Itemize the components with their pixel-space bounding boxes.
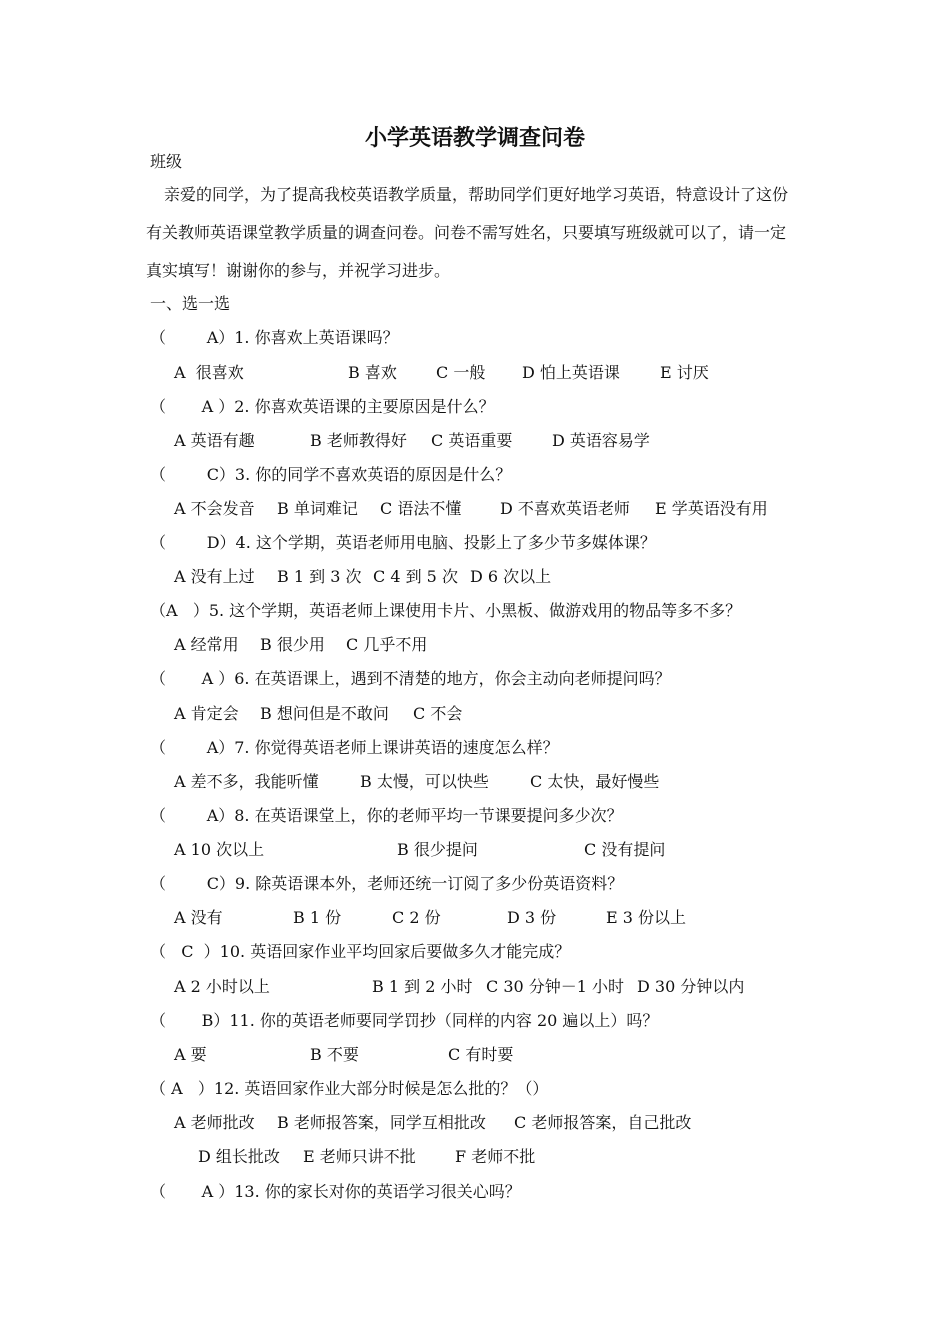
page-title: 小学英语教学调查问卷 <box>364 125 585 151</box>
q12-option-c: C 老师报答案，自己批改 <box>514 1113 692 1132</box>
q9-option-a: A 没有 <box>174 908 223 927</box>
q7-option-b: B 太慢，可以快些 <box>360 772 489 791</box>
question-11: （ B）11. 你的英语老师要同学罚抄（同样的内容 20 遍以上）吗？ <box>150 1011 659 1030</box>
section-heading: 一、选一选 <box>150 294 231 313</box>
q1-option-b: B 喜欢 <box>348 363 397 382</box>
q11-option-a: A 要 <box>174 1045 207 1064</box>
q8-option-c: C 没有提问 <box>584 840 666 859</box>
q4-option-c: C 4 到 5 次 <box>373 567 458 586</box>
q4-option-b: B 1 到 3 次 <box>277 567 362 586</box>
question-12: （ A ）12. 英语回家作业大部分时候是怎么批的？（） <box>150 1079 549 1098</box>
question-8: （ A）8. 在英语课堂上，你的老师平均一节课要提问多少次？ <box>150 806 623 825</box>
question-3: （ C）3. 你的同学不喜欢英语的原因是什么？ <box>150 465 512 484</box>
q3-option-a: A 不会发音 <box>174 499 255 518</box>
q8-option-b: B 很少提问 <box>397 840 478 859</box>
question-1: （ A）1. 你喜欢上英语课吗？ <box>150 328 399 347</box>
q1-option-e: E 讨厌 <box>660 363 709 382</box>
q2-option-d: D 英语容易学 <box>552 431 650 450</box>
q12-option-a: A 老师批改 <box>174 1113 255 1132</box>
q9-option-b: B 1 份 <box>293 908 342 927</box>
q3-option-d: D 不喜欢英语老师 <box>500 499 630 518</box>
q7-option-a: A 差不多，我能听懂 <box>174 772 319 791</box>
question-9: （ C）9. 除英语课本外，老师还统一订阅了多少份英语资料？ <box>150 874 624 893</box>
q6-option-a: A 肯定会 <box>174 704 239 723</box>
q2-option-b: B 老师教得好 <box>310 431 407 450</box>
intro-line-1: 亲爱的同学，为了提高我校英语教学质量，帮助同学们更好地学习英语，特意设计了这份 <box>164 185 789 204</box>
q3-option-e: E 学英语没有用 <box>655 499 768 518</box>
q1-option-d: D 怕上英语课 <box>522 363 620 382</box>
q6-option-b: B 想问但是不敢问 <box>260 704 389 723</box>
question-13: （ A ）13. 你的家长对你的英语学习很关心吗？ <box>150 1182 521 1201</box>
q1-option-c: C 一般 <box>436 363 486 382</box>
question-6: （ A ）6. 在英语课上，遇到不清楚的地方，你会主动向老师提问吗？ <box>150 669 671 688</box>
q10-option-a: A 2 小时以上 <box>174 977 270 996</box>
q3-option-c: C 语法不懂 <box>380 499 462 518</box>
q12-option-d: D 组长批改 <box>198 1147 280 1166</box>
q5-option-a: A 经常用 <box>174 635 239 654</box>
question-2: （ A ）2. 你喜欢英语课的主要原因是什么？ <box>150 397 495 416</box>
q6-option-c: C 不会 <box>413 704 463 723</box>
q4-option-d: D 6 次以上 <box>470 567 552 586</box>
q10-option-b: B 1 到 2 小时 <box>372 977 473 996</box>
q10-option-c: C 30 分钟－1 小时 <box>486 977 625 996</box>
q12-option-b: B 老师报答案，同学互相批改 <box>277 1113 486 1132</box>
q11-option-b: B 不要 <box>310 1045 359 1064</box>
q2-option-c: C 英语重要 <box>431 431 513 450</box>
question-4: （ D）4. 这个学期，英语老师用电脑、投影上了多少节多媒体课？ <box>150 533 656 552</box>
q12-option-f: F 老师不批 <box>455 1147 536 1166</box>
q7-option-c: C 太快，最好慢些 <box>530 772 660 791</box>
q3-option-b: B 单词难记 <box>277 499 358 518</box>
q11-option-c: C 有时要 <box>448 1045 514 1064</box>
q4-option-a: A 没有上过 <box>174 567 255 586</box>
intro-line-2: 有关教师英语课堂教学质量的调查问卷。问卷不需写姓名，只要填写班级就可以了，请一定 <box>146 223 787 242</box>
q10-option-d: D 30 分钟以内 <box>637 977 745 996</box>
question-5: （A ）5. 这个学期，英语老师上课使用卡片、小黑板、做游戏用的物品等多不多？ <box>150 601 742 620</box>
class-label: 班级 <box>150 152 183 171</box>
intro-line-3: 真实填写！谢谢你的参与，并祝学习进步。 <box>146 261 451 280</box>
q9-option-d: D 3 份 <box>507 908 557 927</box>
q9-option-c: C 2 份 <box>392 908 441 927</box>
question-10: （ C ）10. 英语回家作业平均回家后要做多久才能完成？ <box>150 942 571 961</box>
q9-option-e: E 3 份以上 <box>606 908 687 927</box>
q5-option-b: B 很少用 <box>260 635 325 654</box>
q5-option-c: C 几乎不用 <box>346 635 428 654</box>
q2-option-a: A 英语有趣 <box>174 431 255 450</box>
q12-option-e: E 老师只讲不批 <box>303 1147 416 1166</box>
q1-option-a: A 很喜欢 <box>174 363 244 382</box>
question-7: （ A）7. 你觉得英语老师上课讲英语的速度怎么样？ <box>150 738 559 757</box>
q8-option-a: A 10 次以上 <box>174 840 265 859</box>
